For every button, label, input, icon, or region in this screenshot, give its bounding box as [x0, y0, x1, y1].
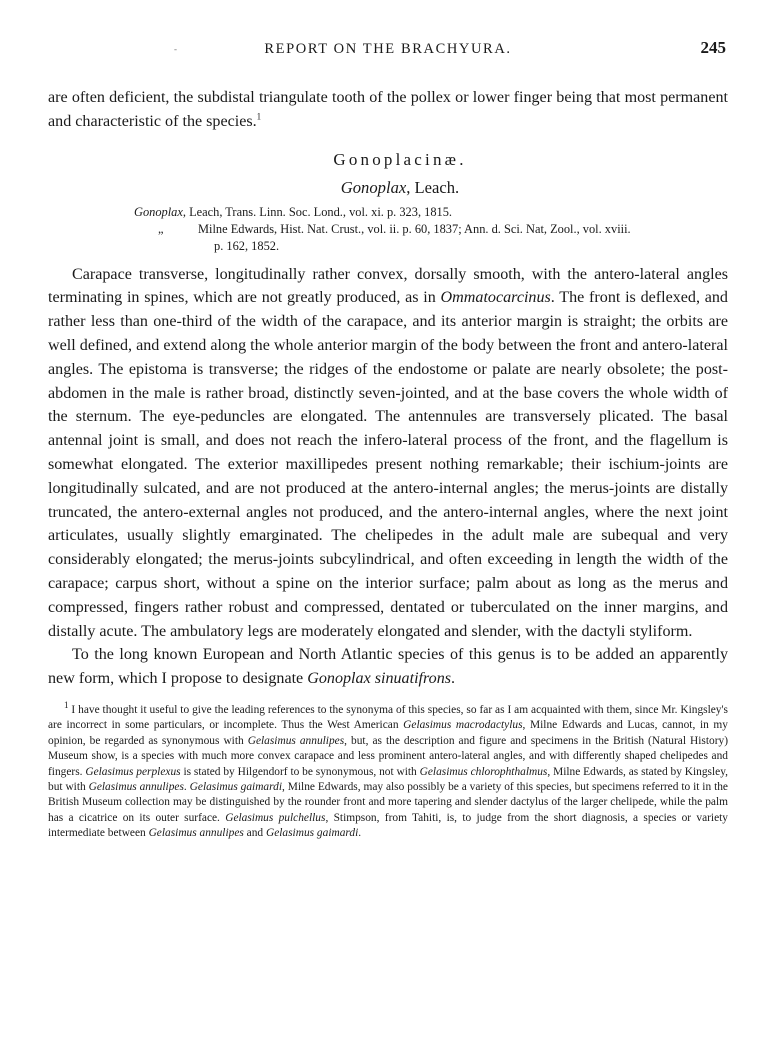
footnote-text: , Milne Edwards, as stated by Kingsley, but with [48, 765, 728, 793]
running-header [48, 38, 728, 62]
footnote-taxon: Gelasimus annulipes [148, 827, 244, 840]
closing-paragraph [48, 643, 728, 691]
footnote-taxon: Gelasimus annulipes [88, 780, 184, 793]
footnote-text: , Milne Edwards and Lucas, cannot, in my opinion, be regarded as synonymous with [48, 719, 728, 747]
footnote-taxon: Gelasimus gaimardi [189, 780, 282, 793]
stray-mark: - [174, 44, 179, 54]
running-title: REPORT ON THE BRACHYURA. [264, 41, 512, 57]
synonymy-block [48, 204, 728, 255]
footnote-text: is stated by Hilgendorf to be synonymous, not with [180, 765, 420, 778]
intro-text: are often deficient, the subdistal triangulate tooth of the pollex or lower finger being that most permanent and characteristic of the species. [48, 89, 728, 130]
synonymy-line-1 [48, 204, 728, 221]
footnote-text: I have thought it useful to give the leading references to the synonyma of this species, so far as I am acquainted with them, since Mr. Kingsley's are incorrect in some particulars, or incomplete. Thus the West American [48, 703, 728, 732]
page [48, 38, 728, 842]
footnote-ref: 1 [256, 111, 262, 122]
footnote-taxon: Gelasimus chlorophthalmus [419, 765, 548, 778]
synonymy-line-2 [48, 221, 728, 238]
closing-part-2: . [451, 670, 456, 688]
footnote-text: . [358, 827, 362, 840]
footnote-taxon: Gelasimus gaimardi [265, 827, 359, 840]
footnote-text: , Stimpson, from Tahiti, is, to judge from the short diagnosis, a species or variety intermediate between [48, 811, 728, 840]
footnote-text: . [183, 780, 190, 793]
genus-author: , Leach. [406, 177, 460, 197]
footnote [48, 700, 728, 842]
ditto-mark: „ [158, 221, 164, 236]
synonymy-ref-2: Milne Edwards, Hist. Nat. Crust., vol. ii. p. 60, 1837; Ann. d. Sci. Nat, Zool., vol. xviii. [198, 221, 631, 236]
synonymy-line-2-cont: p. 162, 1852. [214, 238, 280, 253]
footnote-text: , but, as the description and figure and specimens in the British (Natural History) Museum show, is a species with much more convex carapace and less prominent antero-lateral angles, and with differently shaped chelipedes and fingers. [48, 734, 728, 778]
closing-part-1: To the long known European and North Atlantic species of this genus is to be added an apparently new form, which I propose to designate [48, 646, 728, 688]
footnote-taxon: Gelasimus pulchellus [225, 811, 326, 824]
footnote-taxon: Gelasimus macrodactylus [403, 719, 523, 732]
footnote-text: , Milne Edwards, may also possibly be a variety of this species, but specimens referred to it in the British Museum collection may be distinguished by the rounder front and more tapering and slender dactylus of the larger chelipede, while the palm has a cicatrice on its outer surface. [48, 780, 728, 824]
new-species-name: Gonoplax sinuatifrons [307, 670, 452, 688]
footnote-marker: 1 [64, 700, 69, 711]
description-genus-ref: Ommatocarcinus [440, 289, 551, 307]
footnote-text: and [243, 827, 266, 840]
footnote-taxon: Gelasimus annulipes [247, 734, 345, 747]
footnote-taxon: Gelasimus perplexus [85, 765, 181, 778]
synonymy-ref-1: , Leach, Trans. Linn. Soc. Lond., vol. xi. p. 323, 1815. [182, 204, 453, 219]
description-paragraph [48, 263, 728, 644]
intro-paragraph [48, 86, 728, 134]
genus-heading [48, 176, 728, 200]
genus-name: Gonoplax [340, 177, 407, 197]
description-part-1: Carapace transverse, longitudinally rather convex, dorsally smooth, with the antero-lateral angles terminating in spines, which are not greatly produced, as in [48, 265, 728, 307]
synonymy-taxon: Gonoplax [134, 204, 183, 219]
description-part-2: . The front is deflexed, and rather less than one-third of the width of the carapace, and its anterior margin is straight; the orbits are well defined, and extend along the whole anterior margin of the body between the front and antero-lateral angles. The epistoma is transverse; the ridges of the endostome or palate are nearly obsolete; the post-abdomen in the male is rather broad, distinctly seven-jointed, and at the base covers the whole width of the sternum. The eye-peduncles are elongated. The antennules are transversely plicated. The basal antennal joint is small, and does not reach the infero-lateral process of the front, and the flagellum is somewhat elongated. The exterior maxillipedes present nothing remarkable; their ischium-joints are longitudinally sulcated, and are not produced at the antero-internal angles; the merus-joints are distally truncated, the antero-external angles not produced, and the antero-internal angles, where the next joint articulates, usually slightly emarginated. The chelipedes in the adult male are subequal and very considerably elongated; the merus-joints subcylindrical, and often exceeding in length the width of the carapace; carpus short, without a spine on the interior surface; palm about as long as the merus and compressed, fingers rather robust and compressed, dentated or tuberculated on the inner margins, and distally acute. The ambulatory legs are moderately elongated and slender, with the dactyli styliform. [48, 289, 728, 640]
subfamily-heading: Gonoplacinæ. [333, 149, 467, 169]
page-number: 245 [700, 38, 726, 57]
